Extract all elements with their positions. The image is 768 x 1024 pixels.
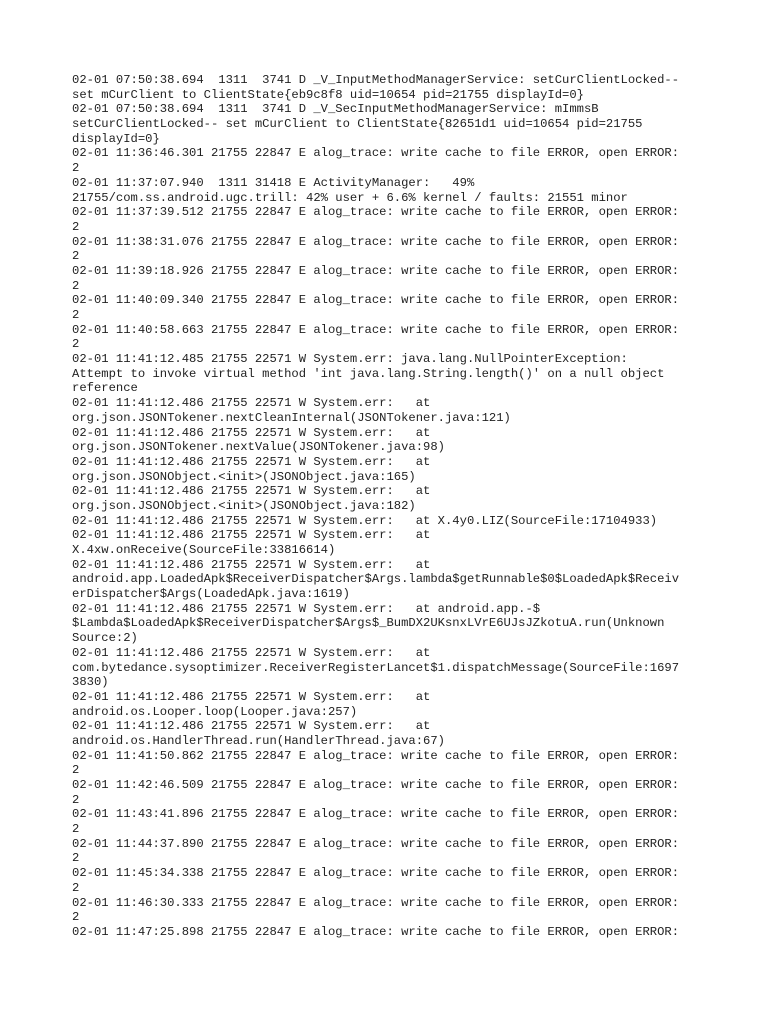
log-line: android.os.HandlerThread.run(HandlerThread.java:67) (72, 733, 445, 748)
log-line: Attempt to invoke virtual method 'int java.lang.String.length()' on a null object (72, 366, 665, 381)
log-line: 02-01 11:41:12.486 21755 22571 W System.err: at (72, 719, 431, 734)
log-line: com.bytedance.sysoptimizer.ReceiverRegisterLancet$1.dispatchMessage(SourceFile:1697 (72, 660, 680, 675)
log-line: displayId=0} (72, 131, 160, 146)
log-line: org.json.JSONObject.<init>(JSONObject.java:165) (72, 469, 416, 484)
log-line: org.json.JSONTokener.nextValue(JSONTokener.java:98) (72, 440, 445, 455)
log-line: $Lambda$LoadedApk$ReceiverDispatcher$Args$_BumDX2UKsnxLVrE6UJsJZkotuA.run(Unknown (72, 616, 665, 631)
log-line: 02-01 11:41:12.486 21755 22571 W System.err: at X.4y0.LIZ(SourceFile:17104933) (72, 513, 658, 528)
log-line: X.4xw.onReceive(SourceFile:33816614) (72, 543, 336, 557)
log-line: set mCurClient to ClientState{eb9c8f8 uid=10654 pid=21755 displayId=0} (72, 87, 584, 102)
log-line: 3830) (72, 675, 109, 690)
log-line: 2 (72, 278, 80, 293)
log-line: 2 (72, 161, 80, 176)
log-line: 02-01 11:41:12.486 21755 22571 W System.err: at (72, 557, 431, 572)
log-text-block (72, 73, 702, 940)
log-line: 02-01 11:37:07.940 1311 31418 E ActivityManager: 49% (72, 175, 475, 190)
log-line: 2 (72, 308, 80, 322)
log-line: 02-01 11:41:12.486 21755 22571 W System.err: at (72, 454, 431, 469)
log-line: 2 (72, 337, 80, 352)
log-line: 02-01 11:41:12.486 21755 22571 W System.err: at android.app.-$ (72, 601, 541, 616)
log-line: 2 (72, 792, 80, 807)
log-line: setCurClientLocked-- set mCurClient to ClientState{82651d1 uid=10654 pid=21755 (72, 117, 643, 132)
log-line: 02-01 11:37:39.512 21755 22847 E alog_trace: write cache to file ERROR, open ERROR: (72, 205, 680, 220)
log-line: reference (72, 381, 138, 396)
log-line: 02-01 11:41:12.486 21755 22571 W System.err: at (72, 484, 431, 499)
log-line: 2 (72, 910, 80, 925)
log-line: 2 (72, 249, 80, 264)
log-line: 02-01 11:41:12.485 21755 22571 W System.err: java.lang.NullPointerException: (72, 352, 628, 367)
log-line: 02-01 11:43:41.896 21755 22847 E alog_trace: write cache to file ERROR, open ERROR: (72, 807, 680, 822)
log-line: 02-01 11:40:58.663 21755 22847 E alog_trace: write cache to file ERROR, open ERROR: (72, 322, 680, 337)
log-line: 02-01 11:46:30.333 21755 22847 E alog_trace: write cache to file ERROR, open ERROR: (72, 895, 680, 910)
log-line: 2 (72, 219, 80, 234)
log-line: Source:2) (72, 631, 138, 646)
log-line: 2 (72, 880, 80, 895)
log-line: 02-01 11:42:46.509 21755 22847 E alog_trace: write cache to file ERROR, open ERROR: (72, 778, 680, 792)
log-line: 02-01 11:41:12.486 21755 22571 W System.err: at (72, 528, 431, 543)
log-line: org.json.JSONObject.<init>(JSONObject.java:182) (72, 498, 416, 513)
log-line: 2 (72, 763, 80, 778)
log-line: 02-01 11:36:46.301 21755 22847 E alog_trace: write cache to file ERROR, open ERROR: (72, 146, 680, 161)
log-line: 02-01 11:44:37.890 21755 22847 E alog_trace: write cache to file ERROR, open ERROR: (72, 836, 680, 851)
log-line: 02-01 11:41:12.486 21755 22571 W System.err: at (72, 689, 431, 704)
log-line: org.json.JSONTokener.nextCleanInternal(JSONTokener.java:121) (72, 410, 511, 425)
log-line: 02-01 11:40:09.340 21755 22847 E alog_trace: write cache to file ERROR, open ERROR: (72, 293, 680, 308)
log-line: 02-01 11:39:18.926 21755 22847 E alog_trace: write cache to file ERROR, open ERROR: (72, 263, 680, 278)
log-line: 02-01 11:45:34.338 21755 22847 E alog_trace: write cache to file ERROR, open ERROR: (72, 866, 680, 881)
log-line: 02-01 11:41:12.486 21755 22571 W System.err: at (72, 645, 431, 660)
log-line: 02-01 11:38:31.076 21755 22847 E alog_trace: write cache to file ERROR, open ERROR: (72, 234, 680, 249)
log-line: android.os.Looper.loop(Looper.java:257) (72, 704, 358, 719)
log-line: 02-01 07:50:38.694 1311 3741 D _V_SecInputMethodManagerService: mImmsB (72, 102, 599, 117)
log-line: 02-01 11:41:12.486 21755 22571 W System.err: at (72, 425, 431, 440)
log-line: erDispatcher$Args(LoadedApk.java:1619) (72, 587, 350, 602)
log-line: 02-01 07:50:38.694 1311 3741 D _V_InputMethodManagerService: setCurClientLocked-- (72, 73, 680, 87)
log-line: 02-01 11:41:12.486 21755 22571 W System.err: at (72, 396, 431, 411)
log-line: android.app.LoadedApk$ReceiverDispatcher$Args.lambda$getRunnable$0$LoadedApk$Receiv (72, 572, 680, 587)
log-line: 2 (72, 822, 80, 837)
log-line: 2 (72, 851, 80, 866)
log-line: 21755/com.ss.android.ugc.trill: 42% user + 6.6% kernel / faults: 21551 minor (72, 190, 628, 205)
log-line: 02-01 11:41:50.862 21755 22847 E alog_trace: write cache to file ERROR, open ERROR: (72, 748, 680, 763)
log-line: 02-01 11:47:25.898 21755 22847 E alog_trace: write cache to file ERROR, open ERROR: (72, 924, 680, 939)
